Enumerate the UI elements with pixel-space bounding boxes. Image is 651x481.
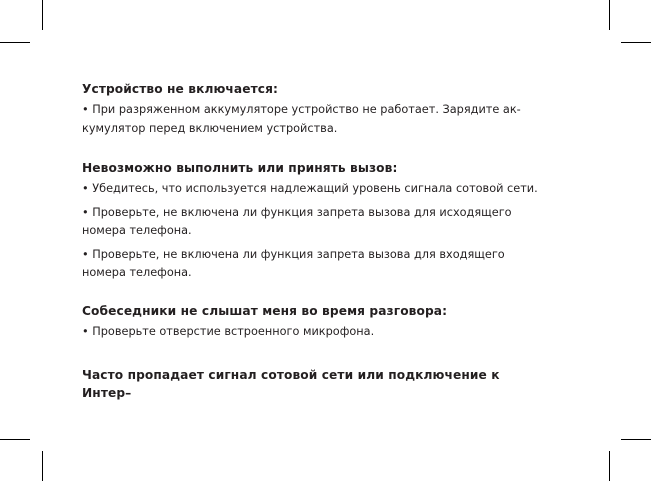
bullet-item: • Проверьте отверстие встроенного микрофона. bbox=[82, 325, 375, 338]
section-heading: Устройство не включается: bbox=[82, 82, 278, 96]
crop-mark-top-left-horizontal bbox=[0, 42, 30, 43]
section-device-not-turning-on bbox=[82, 80, 551, 138]
section-others-cannot-hear bbox=[82, 302, 551, 341]
crop-mark-top-left-vertical bbox=[42, 0, 43, 30]
crop-mark-top-right-horizontal bbox=[621, 42, 651, 43]
section-heading: Собеседники не слышат меня во время разговора: bbox=[82, 304, 448, 318]
crop-mark-bottom-left-horizontal bbox=[0, 439, 30, 440]
crop-mark-bottom-left-vertical bbox=[42, 451, 43, 481]
bullet-line: кумулятор перед включением устройства. bbox=[82, 122, 338, 135]
bullet-line: номера телефона. bbox=[82, 266, 192, 279]
crop-mark-bottom-right-horizontal bbox=[621, 439, 651, 440]
crop-mark-top-right-vertical bbox=[609, 0, 610, 30]
section-cannot-make-call bbox=[82, 159, 551, 282]
bullet-line: номера телефона. bbox=[82, 224, 192, 237]
bullet-line: • При разряженном аккумуляторе устройство не работает. Зарядите ак- bbox=[82, 103, 521, 116]
crop-mark-bottom-right-vertical bbox=[609, 451, 610, 481]
section-heading: Невозможно выполнить или принять вызов: bbox=[82, 161, 398, 175]
bullet-line: • Проверьте, не включена ли функция запрета вызова для исходящего bbox=[82, 206, 512, 219]
section-signal-lost bbox=[82, 366, 551, 402]
bullet-line: • Проверьте, не включена ли функция запрета вызова для входящего bbox=[82, 248, 505, 261]
section-heading: Часто пропадает сигнал сотовой сети или подключение к Интер– bbox=[82, 368, 500, 400]
bullet-item: • Убедитесь, что используется надлежащий уровень сигнала сотовой сети. bbox=[82, 182, 538, 195]
